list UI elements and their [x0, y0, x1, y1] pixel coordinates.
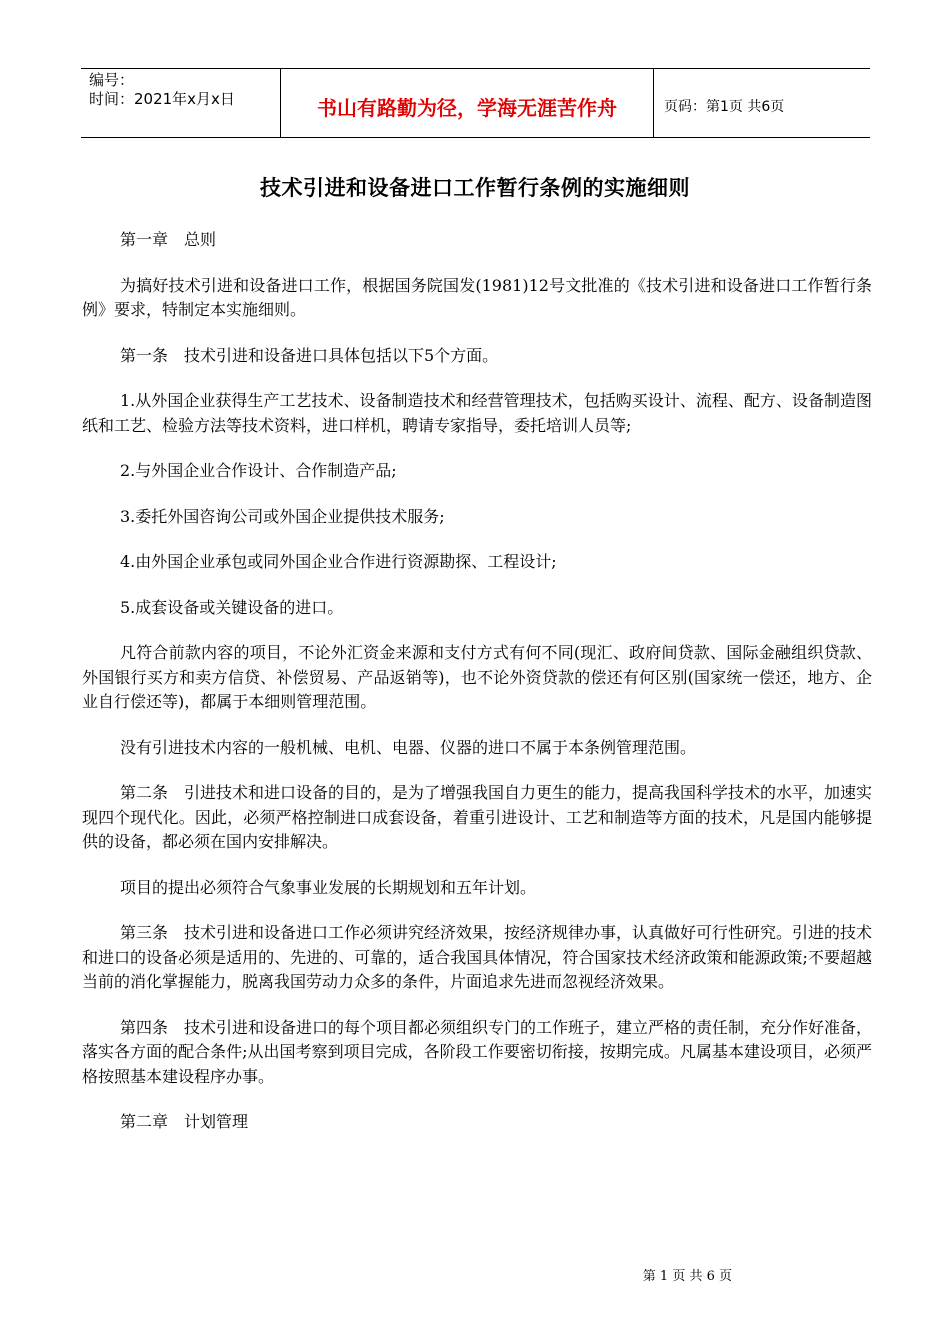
list-item: 5.成套设备或关键设备的进口。	[120, 597, 344, 617]
page-footer: 第 1 页 共 6 页	[642, 1269, 732, 1284]
article-paragraph: 第三条 技术引进和设备进口工作必须讲究经济效果，按经济规律办事，认真做好可行性研究。引进的技术和进口的设备必须是适用的、先进的、可靠的，适合我国具体情况，符合国家技术经济政策和能源政策;不要超越当前的消化掌握能力，脱离我国劳动力众多的条件，片面追求先进而忽视经济效果。	[82, 923, 873, 991]
document-date-label: 时间：2021年x月x日	[89, 90, 235, 108]
paragraph: 没有引进技术内容的一般机械、电机、电器、仪器的进口不属于本条例管理范围。	[120, 737, 697, 757]
article-paragraph: 第二条 引进技术和进口设备的目的，是为了增强我国自力更生的能力，提高我国科学技术的水平，加速实现四个现代化。因此，必须严格控制进口成套设备，着重引进设计、工艺和制造等方面的技术，凡是国内能够提供的设备，都必须在国内安排解决。	[82, 783, 873, 851]
page-header	[81, 68, 870, 138]
paragraph: 项目的提出必须符合气象事业发展的长期规划和五年计划。	[120, 877, 537, 897]
list-item: 4.由外国企业承包或同外国企业合作进行资源勘探、工程设计;	[120, 552, 557, 571]
list-item: 3.委托外国咨询公司或外国企业提供技术服务;	[120, 506, 445, 526]
document-body	[82, 228, 872, 1156]
article-paragraph: 第一条 技术引进和设备进口具体包括以下5个方面。	[120, 345, 499, 365]
document-number-label: 编号：	[89, 71, 135, 89]
list-item: 2.与外国企业合作设计、合作制造产品;	[120, 461, 397, 480]
header-page-info: 页码：第1页 共6页	[664, 99, 785, 115]
list-item: 1.从外国企业获得生产工艺技术、设备制造技术和经营管理技术，包括购买设计、流程、配方、设备制造图纸和工艺、检验方法等技术资料，进口样机，聘请专家指导，委托培训人员等;	[82, 391, 872, 435]
chapter-heading: 第一章 总则	[120, 230, 217, 249]
paragraph: 为搞好技术引进和设备进口工作，根据国务院国发(1981)12号文批准的《技术引进和设备进口工作暂行条例》要求，特制定本实施细则。	[82, 275, 872, 319]
header-motto: 书山有路勤为径，学海无涯苦作舟	[281, 69, 654, 137]
paragraph: 凡符合前款内容的项目，不论外汇资金来源和支付方式有何不同(现汇、政府间贷款、国际金融组织贷款、外国银行买方和卖方信贷、补偿贸易、产品返销等)，也不论外资贷款的偿还有何区别(国家统一偿还，地方、企业自行偿还等)，都属于本细则管理范围。	[82, 643, 872, 711]
article-paragraph: 第四条 技术引进和设备进口的每个项目都必须组织专门的工作班子，建立严格的责任制，充分作好准备，落实各方面的配合条件;从出国考察到项目完成，各阶段工作要密切衔接，按期完成。凡属基本建设项目，必须严格按照基本建设程序办事。	[82, 1017, 873, 1086]
chapter-heading: 第二章 计划管理	[120, 1112, 249, 1131]
document-title: 技术引进和设备进口工作暂行条例的实施细则	[260, 176, 690, 200]
header-meta	[81, 69, 281, 137]
